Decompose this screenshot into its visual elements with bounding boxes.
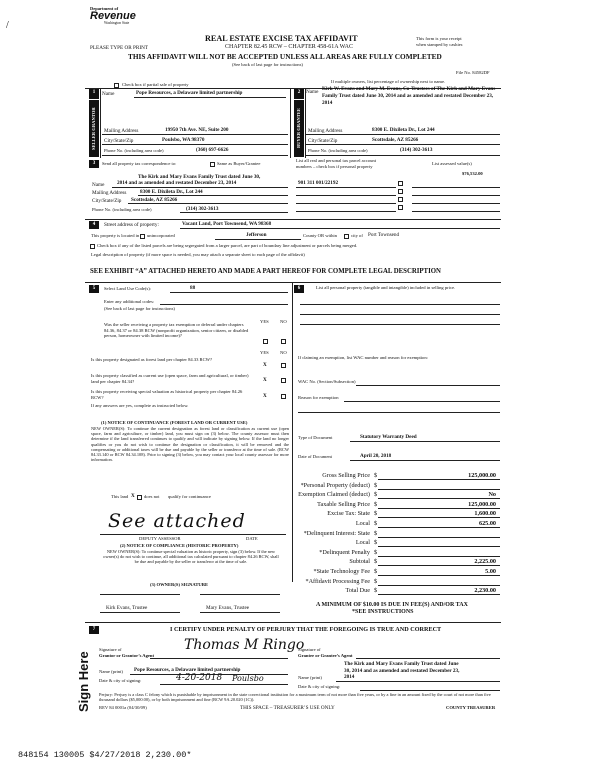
- rule: [300, 324, 500, 325]
- rule: [160, 304, 288, 305]
- rule: [378, 565, 500, 566]
- treasurer-only: THIS SPACE – TREASURER’S USE ONLY: [240, 705, 335, 711]
- rule: [112, 187, 288, 188]
- taxpayer-mailing-label: Mailing Address: [92, 190, 127, 196]
- section4-number: 4: [89, 221, 99, 229]
- see-instructions-note: *SEE INSTRUCTIONS: [352, 609, 414, 615]
- seller-city-label: City/State/Zip: [104, 138, 134, 144]
- yes-header: YES: [260, 319, 269, 324]
- taxpayer-city: Scottsdale, AZ 85266: [131, 197, 178, 203]
- scan-mark: /: [6, 20, 9, 31]
- rule: [378, 517, 500, 518]
- rule: [412, 203, 500, 204]
- rule: [356, 658, 500, 659]
- rule: [350, 460, 500, 461]
- q3-yes-mark[interactable]: X: [263, 377, 267, 383]
- fee-value[interactable]: 1,600.00: [474, 510, 496, 518]
- assessor-signature: See attached: [108, 510, 246, 532]
- parcel-personal-checkbox[interactable]: [398, 205, 403, 210]
- q2-yes-mark[interactable]: X: [263, 362, 267, 368]
- additional-codes-label: Enter any additional codes:: [104, 299, 155, 304]
- rule: [378, 527, 500, 528]
- fee-label: *Delinquent Interest: State: [303, 529, 370, 537]
- rule: [412, 211, 500, 212]
- rule: [100, 594, 180, 595]
- rule: [134, 97, 286, 98]
- recording-stamp: 848154 130005 $4/27/2018 2,230.00*: [18, 750, 192, 760]
- segregated-label: Check box if any of the listed parcels are being segregated from a larger parcel, are part of boundary line adjustment or parcels being merged.: [97, 243, 358, 248]
- dollar-sign: $: [374, 520, 378, 527]
- rule: [296, 211, 396, 212]
- grantee-name1: The Kirk and Mary Evans Family Trust dated June: [344, 661, 459, 667]
- rule: [378, 498, 500, 499]
- grantee-name2: 30, 2014 and as amended and restated December 23,: [344, 668, 460, 674]
- rule: [85, 622, 501, 623]
- seller-phone-label: Phone No. (including area code): [104, 148, 164, 153]
- seller-name: Pope Resources, a Delaware limited partnership: [136, 90, 243, 96]
- buyer-mailing-label: Mailing Address: [308, 128, 343, 134]
- fee-label: Local: [355, 520, 370, 527]
- notice2-title: (2) NOTICE OF COMPLIANCE (HISTORIC PROPERTY): [120, 543, 239, 548]
- section6-number: 6: [294, 285, 304, 293]
- located-in-label: This property is located in: [91, 233, 140, 238]
- fee-label: Exemption Claimed (deduct): [298, 491, 370, 499]
- q1-yes-checkbox[interactable]: [263, 339, 268, 344]
- seller-city: Poulsbo, WA 98370: [162, 137, 205, 143]
- owner2-name: Mary Evans, Trustee: [206, 605, 250, 611]
- rule: [306, 155, 500, 156]
- fee-row: [290, 587, 500, 596]
- city-of-label: city of: [351, 233, 363, 238]
- q1-no-checkbox[interactable]: [281, 339, 286, 344]
- rule: [356, 385, 500, 386]
- fee-label: Excise Tax: State: [327, 510, 370, 518]
- rule: [85, 219, 501, 220]
- fee-row: [290, 491, 500, 500]
- grantee-name-label: Name (print): [298, 675, 322, 680]
- rule: [350, 441, 500, 442]
- grantor-signature: Thomas M Ringo: [184, 637, 305, 653]
- taxpayer-city-label: City/State/Zip: [92, 198, 122, 204]
- rule: [180, 212, 288, 213]
- no-header: NO: [280, 350, 287, 355]
- section5-number: 5: [89, 285, 99, 293]
- logo-line1: Department of: [90, 6, 119, 11]
- grantor-date: 4-20-2018: [176, 673, 223, 683]
- rule: [200, 594, 280, 595]
- fee-label: *Affidavit Processing Fee: [305, 577, 370, 585]
- buyer-name: Kirk W. Evans and Mary M. Evans, Co-Trustees of The Kirk and Mary Evans Family Trust dated June 30, 2014 and as amended and restated December 23, 2014: [322, 86, 496, 106]
- question-current-use: Is this property classified as current use (open space, farm and agricultural, or timber) land per chapter 84.34?: [91, 373, 249, 384]
- buyer-name-label: Name: [306, 89, 319, 95]
- section2-number: 2: [294, 89, 304, 99]
- fee-row: [290, 568, 500, 577]
- seller-mailing-label: Mailing Address: [104, 128, 139, 134]
- rule: [100, 88, 101, 158]
- dollar-sign: $: [374, 491, 378, 499]
- send-to-label: Send all property tax correspondence to:: [102, 161, 177, 166]
- grantor-sig-label2: Grantor or Grantor’s Agent: [99, 653, 154, 658]
- question-exemption: Was the seller receiving a property tax exemption or deferral under chapters 84.36, 84.37 or 84.38 RCW (nonprofit organization, senior citizen, or disabled person, homeowner with limited income)?: [104, 322, 249, 338]
- multiple-owners-note: If multiple owners, list percentage of ownership next to name.: [331, 79, 446, 84]
- rule: [412, 187, 500, 188]
- form-chapter: CHAPTER 82.45 RCW – CHAPTER 458-61A WAC: [225, 44, 353, 50]
- rule: [296, 187, 396, 188]
- partial-sale-label: Check box if partial sale of property: [122, 82, 189, 87]
- land-does-label: This land: [111, 494, 129, 499]
- grantor-date-city-label: Date & city of signing:: [99, 678, 142, 683]
- receipt-note1: This form is your receipt: [416, 36, 462, 41]
- rule: [128, 203, 288, 204]
- dollar-sign: $: [374, 558, 378, 566]
- grantor-name: Pope Resources, a Delaware limited partnership: [134, 667, 241, 673]
- segregated-checkbox[interactable]: [90, 244, 95, 249]
- fee-label: *Delinquent Penalty: [319, 548, 370, 556]
- rule: [378, 575, 500, 576]
- section3-number: 3: [89, 160, 99, 168]
- taxpayer-phone: (314) 302-3613: [186, 206, 219, 212]
- fee-value[interactable]: 125,000.00: [468, 500, 496, 508]
- rule: [300, 314, 500, 315]
- rule: [296, 195, 396, 196]
- same-as-buyer-checkbox[interactable]: [210, 162, 215, 167]
- q3-no-checkbox[interactable]: [281, 378, 286, 383]
- see-back-note: (See back of last page for instructions): [232, 62, 303, 67]
- receipt-note2: when stamped by cashier.: [416, 42, 464, 47]
- grantee-sig-label2: Grantee or Grantee’s Agent: [298, 653, 353, 658]
- fee-row: [290, 549, 500, 558]
- rule: [305, 88, 306, 158]
- dor-logo: [90, 6, 136, 25]
- doc-date-label: Date of Document: [298, 454, 332, 459]
- buyer-city-label: City/State/Zip: [308, 138, 338, 144]
- county-treasurer: COUNTY TREASURER: [446, 705, 496, 710]
- logo-main: Revenue: [90, 10, 136, 22]
- parcel-header1: List all real and personal tax parcel account: [296, 158, 376, 163]
- dollar-sign: $: [374, 568, 378, 575]
- please-type: PLEASE TYPE OR PRINT: [90, 45, 148, 51]
- no-header: NO: [280, 319, 287, 324]
- taxpayer-name-label: Name: [92, 182, 105, 188]
- fee-row: [290, 558, 500, 567]
- city-name: Port Townsend: [368, 232, 400, 238]
- parcel-personal-checkbox[interactable]: [398, 181, 403, 186]
- county-name: Jefferson: [246, 232, 267, 238]
- buyer-phone-label: Phone No. (including area code): [308, 148, 368, 153]
- rule: [378, 585, 500, 586]
- dollar-sign: $: [374, 529, 378, 537]
- rule: [296, 203, 396, 204]
- dollar-sign: $: [374, 481, 378, 489]
- fee-row: [290, 539, 500, 548]
- dollar-sign: $: [374, 548, 378, 556]
- grantor-name-label: Name (print): [99, 669, 123, 674]
- fee-label: Local: [355, 539, 370, 547]
- rule: [102, 155, 288, 156]
- assessed-value: $76,532.00: [462, 171, 483, 176]
- q4-yes-mark[interactable]: X: [263, 393, 267, 399]
- fee-value[interactable]: 5.00: [485, 568, 496, 575]
- fee-row: [290, 530, 500, 539]
- does-not-checkbox[interactable]: [137, 495, 142, 500]
- land-use-code: 88: [190, 285, 196, 291]
- file-no: File No. 84582DF: [456, 70, 490, 75]
- q4-no-checkbox[interactable]: [281, 394, 286, 399]
- same-as-buyer-label: Same as Buyer/Grantee: [217, 161, 261, 166]
- within-city-checkbox[interactable]: [344, 234, 349, 239]
- section1-number: 1: [89, 89, 99, 99]
- doc-date: April 20, 2018: [360, 453, 392, 459]
- legal-desc-label: Legal description of property (if more space is needed, you may attach a separate sheet to each page of the affidavit): [91, 252, 305, 257]
- does-not-label: does not: [144, 494, 160, 499]
- grantor-sig-label1: Signature of: [99, 647, 122, 652]
- fee-value[interactable]: 625.00: [478, 520, 496, 527]
- qualify-label: qualify for continuance: [168, 494, 211, 499]
- perjury-statement: Perjury: Perjury is a class C felony which is punishable by imprisonment in the state correctional institution for a maximum term of not more than five years, or by a fine in an amount fixed by the court of not more than five thousand dollars ($5,000.00), or by both imprisonment and fine (RCW 9A.20.020 (1C)).: [99, 692, 491, 703]
- dollar-sign: $: [374, 587, 378, 595]
- rule: [215, 239, 301, 240]
- fee-label: Subtotal: [349, 558, 370, 566]
- owner-signature-label: (3) OWNER(S) SIGNATURE: [150, 582, 209, 587]
- question-forest: Is this property designated as forest land per chapter 84.33 RCW?: [91, 357, 213, 362]
- rule: [298, 412, 500, 413]
- buyer-phone: (314) 302-3613: [400, 147, 433, 153]
- exemption-claim-label: If claiming an exemption, list WAC number and reason for exemption:: [298, 355, 428, 360]
- seller-name-label: Name: [102, 91, 115, 97]
- fee-label: *Personal Property (deduct): [300, 481, 370, 489]
- q2-no-checkbox[interactable]: [281, 363, 286, 368]
- rule: [378, 546, 500, 547]
- seller-sidebar: SELLER GRANTOR: [89, 100, 99, 157]
- parcel-personal-checkbox[interactable]: [398, 197, 403, 202]
- land-use-label: Select Land Use Code(s):: [104, 286, 152, 291]
- form-warning: THIS AFFIDAVIT WILL NOT BE ACCEPTED UNLESS ALL AREAS ARE FULLY COMPLETED: [128, 52, 442, 61]
- exhibit-note: SEE EXHIBIT “A” ATTACHED HERETO AND MADE A PART HEREOF FOR COMPLETE LEGAL DESCRIPTION: [90, 268, 441, 275]
- unincorporated-checkbox[interactable]: [140, 234, 145, 239]
- assessed-header: List assessed value(s): [432, 161, 472, 166]
- doc-type: Statutory Warranty Deed: [360, 434, 417, 440]
- rule: [200, 612, 280, 613]
- reason-label: Reason for exemption: [298, 395, 339, 400]
- rule: [102, 144, 288, 145]
- owner1-name: Kirk Evans, Trustee: [106, 605, 148, 611]
- rule: [378, 479, 500, 480]
- rule: [100, 612, 180, 613]
- rule: [378, 537, 500, 538]
- personal-property-label: List all personal property (tangible and intangible) included in selling price.: [316, 285, 456, 290]
- rule: [378, 508, 500, 509]
- fee-value[interactable]: No: [488, 491, 496, 499]
- fee-row: [290, 482, 500, 491]
- rule: [180, 228, 500, 229]
- seller-mailing: 19950 7th Ave. NE, Suite 200: [165, 127, 229, 133]
- fee-row: [290, 510, 500, 519]
- form-title: REAL ESTATE EXCISE TAX AFFIDAVIT: [205, 34, 358, 43]
- notice2-body: NEW OWNER(S): To continue special valuation as historic property, sign (3) below. If the new owner(s) do not wish to continue, all additional tax calculated pursuant to chapter 84.26 RCW, shall be due and payable by the seller or transferor at the time of sale.: [103, 549, 279, 565]
- yes-header: YES: [260, 350, 269, 355]
- rule: [300, 304, 500, 305]
- grantee-sig-label1: Signature of: [298, 647, 321, 652]
- fee-row: [290, 520, 500, 529]
- fee-label: *State Technology Fee: [313, 568, 370, 575]
- wac-label: WAC No. (Section/Subsection): [298, 379, 356, 384]
- fee-row: [290, 472, 500, 481]
- form-rev: REV 84 0001a (04/30/09): [99, 705, 147, 710]
- buyer-mailing: 8300 E. Dixileta Dr., Lot 244: [372, 127, 435, 133]
- fee-label: Total Due: [345, 587, 370, 595]
- rule: [336, 681, 500, 682]
- question-historic: Is this property receiving special valuation as historical property per chapter 84.26 RCW?: [91, 389, 243, 400]
- rule: [412, 195, 500, 196]
- rule: [138, 195, 288, 196]
- rule: [150, 658, 288, 659]
- rule: [160, 684, 288, 685]
- dollar-sign: $: [374, 500, 378, 508]
- dollar-sign: $: [374, 510, 378, 518]
- doc-type-label: Type of Document: [298, 435, 333, 440]
- taxpayer-phone-label: Phone No. (including area code): [92, 207, 152, 212]
- logo-line3: Washington State: [104, 21, 130, 25]
- seller-phone: (360) 697-6626: [196, 147, 229, 153]
- rule: [344, 401, 500, 402]
- minimum-due-note: A MINIMUM OF $10.00 IS DUE IN FEE(S) AND/OR TAX: [316, 602, 468, 608]
- rule: [170, 292, 288, 293]
- unincorporated-label: unincorporated: [147, 233, 175, 238]
- fee-value[interactable]: 125,000.00: [468, 472, 496, 479]
- rule: [306, 144, 500, 145]
- dollar-sign: $: [374, 472, 378, 479]
- dollar-sign: $: [374, 577, 378, 585]
- dollar-sign: $: [374, 539, 378, 547]
- notice1-body: NEW OWNER(S): To continue the current designation as forest land or classification as current use (open space, farm and agriculture, or timber) land, you must sign on (3) below. The county assessor must then determine if the land transferred continues to qualify and will indicate by signing below. If the land no longer qualifies or you do not wish to continue the designation or classification, it will be removed and the compensating or additional taxes will be due and payable by the seller or transferor at the time of sale. (RCW 84.33.140 or RCW 84.34.108). Prior to signing (3) below, you may contact your local county assessor for more information.: [91, 426, 289, 463]
- see-back-codes: (See back of last page for instructions): [104, 306, 175, 311]
- rule: [100, 534, 286, 535]
- section7-number: 7: [89, 626, 99, 634]
- fee-label: Taxable Selling Price: [317, 500, 370, 508]
- grantee-name3: 2014: [344, 674, 355, 680]
- fee-row: [290, 501, 500, 510]
- sign-here-label: Sign Here: [76, 651, 91, 713]
- fee-value[interactable]: 2,225.00: [474, 558, 496, 566]
- grantor-city: Poulsbo: [232, 674, 264, 683]
- buyer-city: Scottsdale, AZ 85266: [372, 137, 419, 143]
- rule: [306, 134, 500, 135]
- land-does-not-mark[interactable]: X: [131, 493, 135, 499]
- street-address: Vacant Land, Port Townsend, WA 98368: [182, 221, 272, 227]
- rule: [378, 556, 500, 557]
- certify-statement: I CERTIFY UNDER PENALTY OF PERJURY THAT THE FOREGOING IS TRUE AND CORRECT: [170, 626, 442, 633]
- fee-row: [290, 578, 500, 587]
- rule: [378, 594, 500, 595]
- grantee-date-city-label: Date & city of signing:: [298, 684, 341, 689]
- fee-value[interactable]: 2,230.00: [474, 587, 496, 595]
- rule: [378, 489, 500, 490]
- parcel-number: 901 311 001/22192: [298, 180, 339, 186]
- rule: [102, 134, 288, 135]
- deputy-label: DEPUTY ASSESSOR: [139, 536, 181, 541]
- taxpayer-mailing: 8300 E. Dixileta Dr., Lot 244: [140, 189, 203, 195]
- date-label: DATE: [246, 536, 258, 541]
- parcel-header2: numbers – check box if personal property: [296, 164, 373, 169]
- notice1-title: (1) NOTICE OF CONTINUANCE (FOREST LAND OR CURRENT USE): [101, 420, 248, 425]
- taxpayer-name2: 2014 and as amended and restated December 23, 2014: [117, 180, 237, 186]
- rule: [85, 282, 501, 283]
- rule: [360, 690, 500, 691]
- taxpayer-name1: The Kirk and Mary Evans Family Trust dated June 30,: [138, 174, 261, 180]
- county-or-label: County OR within: [303, 233, 337, 238]
- street-label: Street address of property:: [104, 222, 159, 228]
- rule: [290, 88, 291, 158]
- fee-label: Gross Selling Price: [322, 472, 370, 479]
- parcel-personal-checkbox[interactable]: [398, 189, 403, 194]
- question-note: If any answers are yes, complete as instructed below.: [91, 403, 189, 408]
- buyer-sidebar: BUYER GRANTEE: [294, 100, 304, 157]
